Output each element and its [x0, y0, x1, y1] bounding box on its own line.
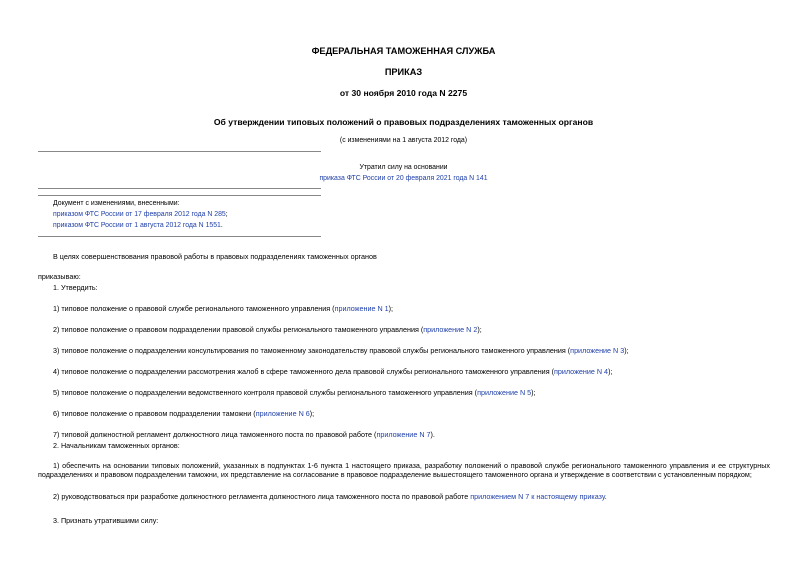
item-tail: ); [608, 367, 613, 376]
item-3 [53, 346, 629, 355]
divider [38, 151, 321, 152]
lost-force-link[interactable]: приказа ФТС России от 20 февраля 2021 года N 141 [319, 175, 488, 182]
item-tail: ). [430, 430, 435, 439]
item-text: 1) типовое положение о правовой службе регионального таможенного управления ( [53, 304, 335, 313]
amendment-link-285[interactable]: приказом ФТС России от 17 февраля 2012 года N 285 [53, 211, 226, 218]
appendix-link-5[interactable]: приложение N 5 [477, 388, 532, 397]
punctuation: ; [225, 211, 228, 218]
item-4 [53, 367, 612, 376]
item-text: 6) типовое положение о правовом подразделении таможни ( [53, 409, 256, 418]
paragraph-text: 2) руководствоваться при разработке должностного регламента должностного лица таможенного поста по правовой работе [53, 492, 471, 501]
item-tail: ); [624, 346, 629, 355]
item-5 [53, 388, 536, 397]
document-type: ПРИКАЗ [384, 67, 423, 77]
item-text: 2) типовое положение о правовом подразделении правовой службы регионального таможенного управления ( [53, 325, 424, 334]
divider [38, 236, 321, 237]
divider [38, 188, 321, 189]
changes-intro: Документ с изменениями, внесенными: [53, 200, 180, 207]
item-text: 5) типовое положение о подразделении ведомственного контроля правовой службы регионального таможенного управления ( [53, 388, 478, 397]
divider [38, 195, 321, 196]
appendix-link-7[interactable]: приложение N 7 [376, 430, 431, 439]
document-date-number: от 30 ноября 2010 года N 2275 [339, 88, 468, 98]
punctuation: . [220, 222, 223, 229]
paragraph-2: 2. Начальникам таможенных органов: [53, 441, 180, 450]
preamble: В целях совершенствования правовой работы в правовых подразделениях таможенных органов [53, 252, 377, 261]
item-6 [53, 409, 314, 418]
order-word: приказываю: [38, 272, 81, 281]
paragraph-tail: . [604, 492, 607, 501]
appendix-7-reference-link[interactable]: приложением N 7 к настоящему приказу [470, 492, 605, 501]
paragraph-1: 1. Утвердить: [53, 283, 98, 292]
item-7 [53, 430, 435, 439]
lost-force-note: Утратил силу на основании [359, 164, 448, 171]
changes-line-2 [53, 222, 223, 231]
item-tail: ); [531, 388, 536, 397]
paragraph-2-2 [53, 492, 607, 501]
changes-line-1 [53, 211, 228, 220]
item-text: 4) типовое положение о подразделении рассмотрения жалоб в сфере таможенного дела правовой службы регионального таможенного управления ( [53, 367, 554, 376]
agency-name: ФЕДЕРАЛЬНАЯ ТАМОЖЕННАЯ СЛУЖБА [311, 46, 496, 56]
amendment-link-1551[interactable]: приказом ФТС России от 1 августа 2012 года N 1551 [53, 222, 221, 229]
appendix-link-3[interactable]: приложение N 3 [570, 346, 625, 355]
item-text: 3) типовое положение о подразделении консультирования по таможенному законодательству правовой службы регионального таможенного управления ( [53, 346, 571, 355]
appendix-link-4[interactable]: приложение N 4 [553, 367, 609, 376]
document-title: Об утверждении типовых положений о правовых подразделениях таможенных органов [213, 117, 594, 127]
item-text: 7) типовой должностной регламент должностного лица таможенного поста по правовой работе ( [53, 430, 377, 439]
appendix-link-6[interactable]: приложение N 6 [255, 409, 310, 418]
item-tail: ); [388, 304, 394, 313]
amendment-note: (с изменениями на 1 августа 2012 года) [339, 137, 468, 144]
paragraph-2-1: 1) обеспечить на основании типовых положений, указанных в подпунктах 1-6 пункта 1 настоящего приказа, разработку положений о правовой службе регионального таможенного управления и ее структурных подразделениях и правовом подразделении таможни, их представление на согласование в правовое подразделение вышестоящего таможенного органа и утверждение в соответствии с установленным порядком; [38, 461, 770, 479]
appendix-link-1[interactable]: приложение N 1 [334, 304, 389, 313]
item-2 [53, 325, 482, 334]
item-tail: ); [477, 325, 482, 334]
item-tail: ); [309, 409, 315, 418]
paragraph-3: 3. Признать утратившими силу: [53, 516, 159, 525]
item-1 [53, 304, 393, 313]
appendix-link-2[interactable]: приложение N 2 [423, 325, 478, 334]
